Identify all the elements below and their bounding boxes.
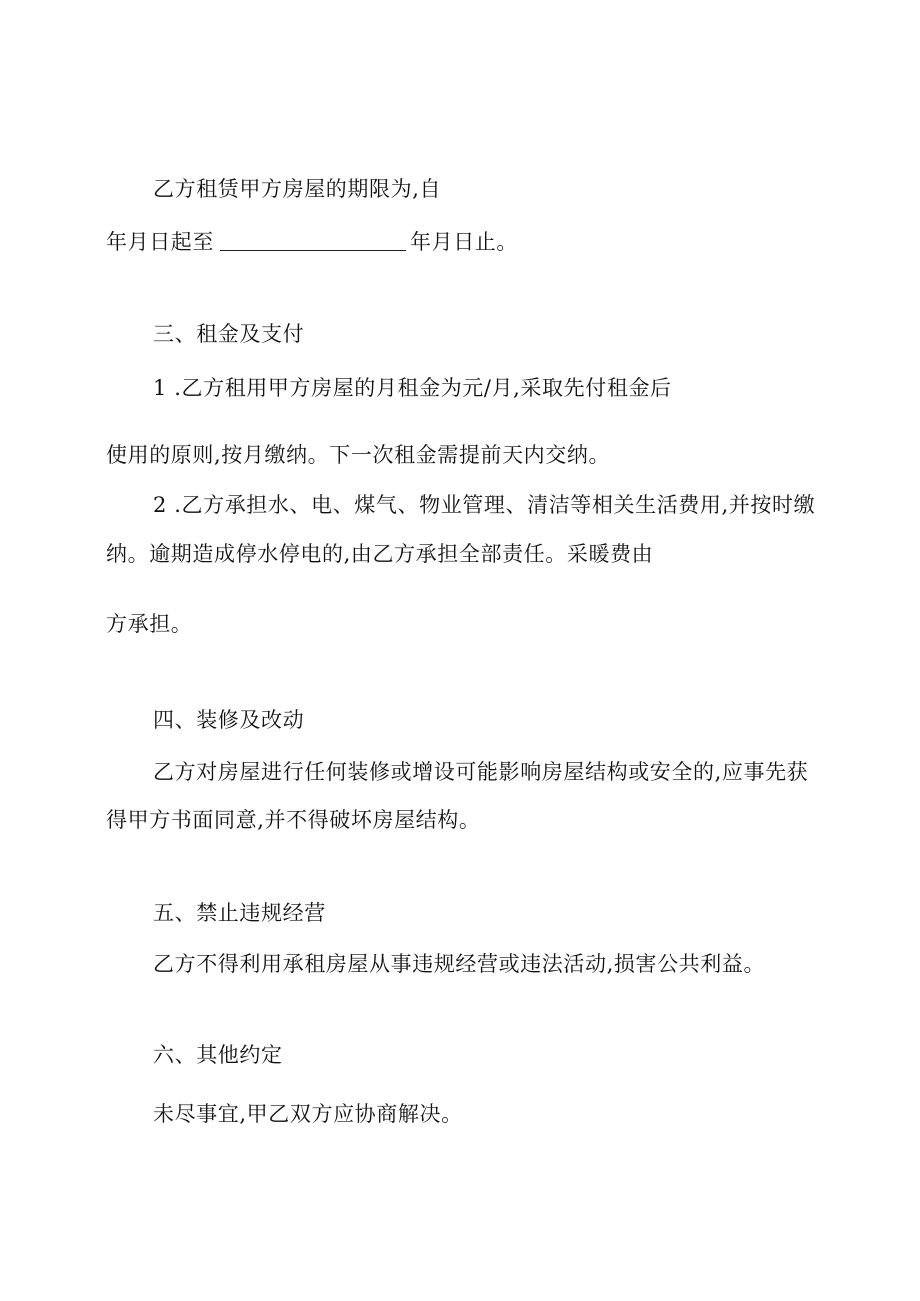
section-3-p2-line-3: 方承担。 <box>106 612 193 636</box>
section-4-heading: 四、装修及改动 <box>153 708 305 732</box>
term-blank <box>220 230 406 251</box>
section-3-p1-line-2: 使用的原则,按月缴纳。下一次租金需提前天内交纳。 <box>106 443 611 467</box>
term-line-1: 乙方租赁甲方房屋的期限为,自 <box>153 177 442 201</box>
section-6-line-1: 未尽事宜,甲乙双方应协商解决。 <box>153 1102 463 1126</box>
section-3-p1-line-1: 1 .乙方租用甲方房屋的月租金为元/月,采取先付租金后 <box>153 376 672 400</box>
term-line-2 <box>106 228 518 256</box>
section-3-heading: 三、租金及支付 <box>153 322 305 346</box>
section-3-p2-line-2: 纳。逾期造成停水停电的,由乙方承担全部责任。采暖费由 <box>106 542 654 566</box>
term-start-text: 年月日起至 <box>106 230 214 254</box>
section-5-line-1: 乙方不得利用承租房屋从事违规经营或违法活动,损害公共利益。 <box>153 952 766 976</box>
section-5-heading: 五、禁止违规经营 <box>153 901 326 925</box>
section-4-line-1: 乙方对房屋进行任何装修或增设可能影响房屋结构或安全的,应事先获 <box>153 760 809 784</box>
term-end-text: 年月日止。 <box>410 230 518 254</box>
section-3-p2-line-1: 2 .乙方承担水、电、煤气、物业管理、清洁等相关生活费用,并按时缴 <box>153 493 816 517</box>
section-4-line-2: 得甲方书面同意,并不得破坏房屋结构。 <box>106 808 481 832</box>
section-6-heading: 六、其他约定 <box>153 1043 283 1067</box>
